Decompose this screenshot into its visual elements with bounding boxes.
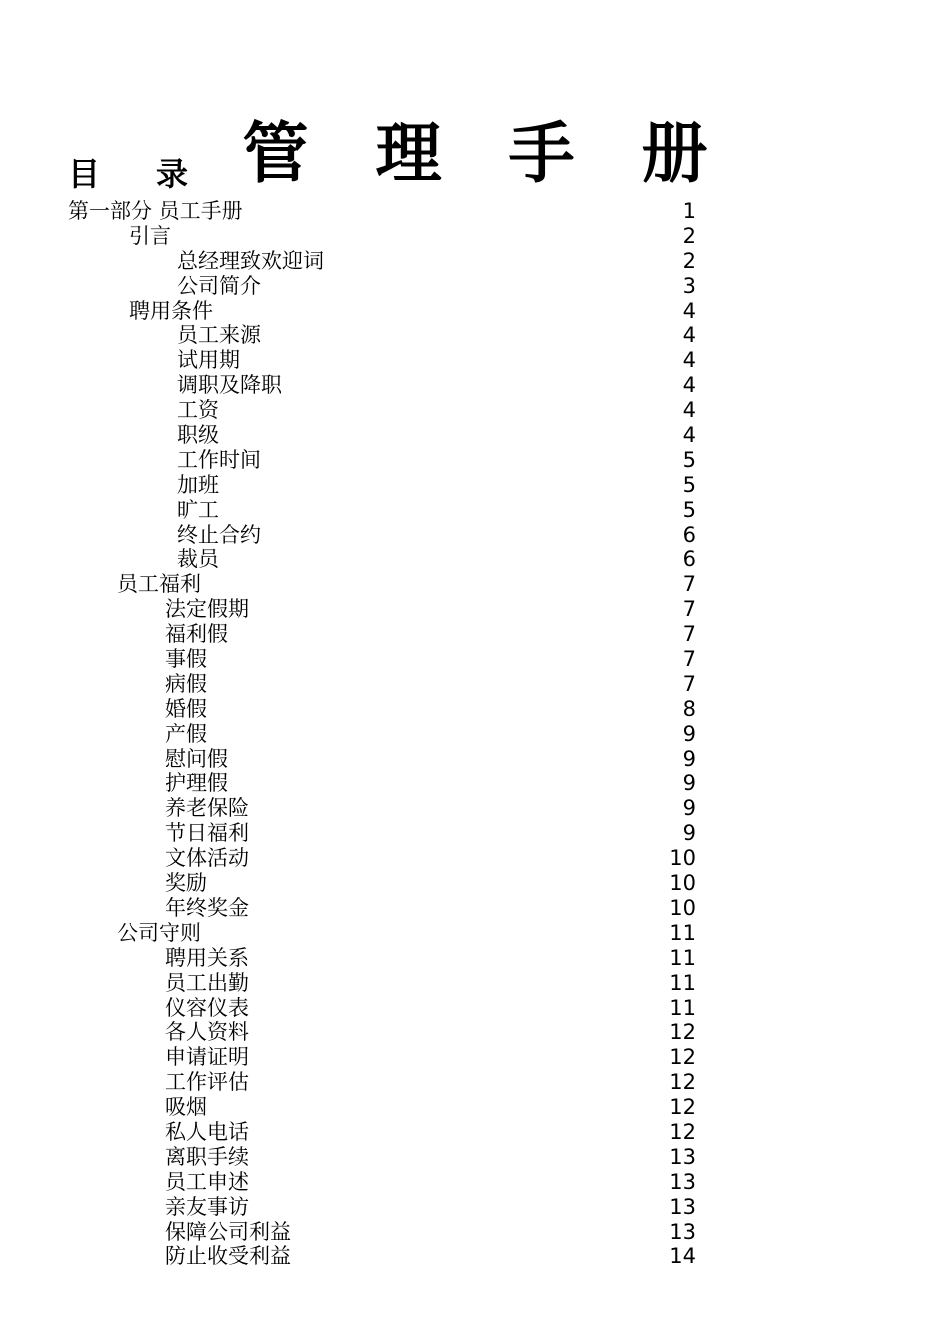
toc-entry-page-number: 5 — [682, 472, 696, 497]
toc-entry[interactable] — [0, 747, 950, 772]
toc-entry-label: 裁员 — [177, 547, 219, 572]
toc-entry[interactable] — [0, 498, 950, 523]
toc-entry-page-number: 12 — [669, 1020, 696, 1045]
toc-entry-label: 防止收受利益 — [165, 1244, 291, 1269]
toc-entry-label: 员工出勤 — [165, 970, 249, 995]
toc-entry-label: 仪容仪表 — [165, 995, 249, 1020]
toc-entry[interactable] — [0, 572, 950, 597]
toc-entry-page-number: 4 — [682, 423, 696, 448]
toc-entry[interactable] — [0, 323, 950, 348]
toc-entry[interactable] — [0, 199, 950, 224]
toc-entry[interactable] — [0, 224, 950, 249]
toc-entry-label: 离职手续 — [165, 1144, 249, 1169]
toc-entry[interactable] — [0, 1145, 950, 1170]
toc-entry[interactable] — [0, 423, 950, 448]
toc-entry[interactable] — [0, 896, 950, 921]
toc-heading — [68, 152, 188, 196]
toc-entry-page-number: 11 — [669, 920, 696, 945]
toc-entry-page-number: 4 — [682, 323, 696, 348]
toc-entry-page-number: 7 — [682, 597, 696, 622]
toc-entry[interactable] — [0, 249, 950, 274]
toc-entry-label: 养老保险 — [165, 796, 249, 821]
toc-entry-label: 法定假期 — [165, 597, 249, 622]
toc-entry-label: 私人电话 — [165, 1119, 249, 1144]
toc-entry[interactable] — [0, 697, 950, 722]
toc-entry[interactable] — [0, 398, 950, 423]
toc-entry[interactable] — [0, 274, 950, 299]
toc-entry[interactable] — [0, 1020, 950, 1045]
toc-entry[interactable] — [0, 1070, 950, 1095]
toc-entry-label: 第一部分 员工手册 — [68, 199, 243, 223]
toc-entry[interactable] — [0, 348, 950, 373]
toc-entry-page-number: 3 — [682, 273, 696, 298]
toc-entry-page-number: 5 — [682, 497, 696, 522]
toc-entry-label: 工作时间 — [177, 447, 261, 472]
toc-entry-page-number: 2 — [682, 248, 696, 273]
toc-entry-page-number: 9 — [682, 821, 696, 846]
toc-entry[interactable] — [0, 846, 950, 871]
toc-entry[interactable] — [0, 547, 950, 572]
toc-entry[interactable] — [0, 448, 950, 473]
toc-entry-page-number: 2 — [682, 223, 696, 248]
toc-entry-label: 公司守则 — [117, 920, 201, 945]
toc-entry-page-number: 13 — [669, 1219, 696, 1244]
toc-entry-page-number: 8 — [682, 696, 696, 721]
toc-entry-label: 福利假 — [165, 622, 228, 647]
toc-entry-label: 公司简介 — [177, 273, 261, 298]
toc-entry-label: 聘用条件 — [129, 298, 213, 323]
toc-entry[interactable] — [0, 1045, 950, 1070]
toc-entry-label: 事假 — [165, 647, 207, 672]
toc-entry-page-number: 10 — [669, 895, 696, 920]
toc-entry-label: 职级 — [177, 423, 219, 448]
toc-entry[interactable] — [0, 373, 950, 398]
toc-entry[interactable] — [0, 1244, 950, 1269]
toc-entry-label: 总经理致欢迎词 — [177, 248, 324, 273]
toc-entry-label: 员工来源 — [177, 323, 261, 348]
toc-entry[interactable] — [0, 1120, 950, 1145]
toc-entry-page-number: 13 — [669, 1144, 696, 1169]
toc-entry-page-number: 9 — [682, 746, 696, 771]
toc-entry-page-number: 14 — [669, 1244, 696, 1269]
toc-entry-label: 旷工 — [177, 497, 219, 522]
toc-entry-page-number: 9 — [682, 721, 696, 746]
toc-heading-char-2: 录 — [156, 155, 189, 193]
toc-entry[interactable] — [0, 1095, 950, 1120]
toc-entry-page-number: 5 — [682, 447, 696, 472]
toc-entry-label: 奖励 — [165, 871, 207, 896]
toc-entry-label: 加班 — [177, 472, 219, 497]
toc-entry-page-number: 1 — [682, 199, 696, 223]
toc-entry-page-number: 13 — [669, 1169, 696, 1194]
toc-entry-page-number: 9 — [682, 771, 696, 796]
toc-entry-page-number: 6 — [682, 547, 696, 572]
toc-entry-label: 慰问假 — [165, 746, 228, 771]
toc-entry-label: 各人资料 — [165, 1020, 249, 1045]
toc-entry[interactable] — [0, 821, 950, 846]
toc-entry-label: 工资 — [177, 398, 219, 423]
table-of-contents — [0, 199, 950, 1269]
toc-entry-label: 文体活动 — [165, 846, 249, 871]
toc-entry-label: 病假 — [165, 671, 207, 696]
toc-entry[interactable] — [0, 971, 950, 996]
toc-entry-page-number: 6 — [682, 522, 696, 547]
toc-entry-page-number: 7 — [682, 572, 696, 597]
toc-entry-page-number: 10 — [669, 871, 696, 896]
toc-entry-label: 保障公司利益 — [165, 1219, 291, 1244]
toc-entry-page-number: 12 — [669, 1045, 696, 1070]
toc-entry-page-number: 11 — [669, 970, 696, 995]
toc-entry-page-number: 12 — [669, 1119, 696, 1144]
toc-entry-label: 申请证明 — [165, 1045, 249, 1070]
toc-entry-label: 婚假 — [165, 696, 207, 721]
toc-entry-label: 调职及降职 — [177, 373, 282, 398]
toc-entry-page-number: 11 — [669, 995, 696, 1020]
toc-entry[interactable] — [0, 1220, 950, 1245]
toc-entry-label: 试用期 — [177, 348, 240, 373]
toc-entry-label: 员工申述 — [165, 1169, 249, 1194]
toc-entry[interactable] — [0, 299, 950, 324]
toc-entry-label: 员工福利 — [117, 572, 201, 597]
toc-entry[interactable] — [0, 473, 950, 498]
toc-entry-page-number: 12 — [669, 1095, 696, 1120]
toc-entry-page-number: 12 — [669, 1070, 696, 1095]
toc-entry[interactable] — [0, 523, 950, 548]
document-title: 管 理 手 册 — [242, 115, 730, 193]
toc-entry-page-number: 4 — [682, 348, 696, 373]
toc-entry[interactable] — [0, 597, 950, 622]
toc-entry[interactable] — [0, 647, 950, 672]
toc-entry-label: 工作评估 — [165, 1070, 249, 1095]
toc-entry-page-number: 13 — [669, 1194, 696, 1219]
toc-entry[interactable] — [0, 946, 950, 971]
toc-entry-page-number: 10 — [669, 846, 696, 871]
toc-entry[interactable] — [0, 771, 950, 796]
toc-entry[interactable] — [0, 1170, 950, 1195]
toc-heading-char-1: 目 — [68, 155, 101, 193]
toc-entry-page-number: 11 — [669, 945, 696, 970]
toc-entry-label: 产假 — [165, 721, 207, 746]
toc-entry[interactable] — [0, 921, 950, 946]
toc-entry-label: 节日福利 — [165, 821, 249, 846]
toc-entry-label: 终止合约 — [177, 522, 261, 547]
toc-entry-page-number: 4 — [682, 298, 696, 323]
toc-entry-page-number: 4 — [682, 373, 696, 398]
toc-entry-label: 年终奖金 — [165, 895, 249, 920]
toc-entry-label: 护理假 — [165, 771, 228, 796]
toc-entry-label: 引言 — [129, 223, 171, 248]
toc-entry-label: 亲友事访 — [165, 1194, 249, 1219]
toc-entry[interactable] — [0, 722, 950, 747]
toc-entry[interactable] — [0, 871, 950, 896]
toc-entry[interactable] — [0, 796, 950, 821]
toc-entry-label: 吸烟 — [165, 1095, 207, 1120]
toc-entry-page-number: 7 — [682, 622, 696, 647]
toc-entry-label: 聘用关系 — [165, 945, 249, 970]
toc-entry-page-number: 4 — [682, 398, 696, 423]
toc-entry[interactable] — [0, 622, 950, 647]
toc-entry-page-number: 7 — [682, 671, 696, 696]
toc-entry-page-number: 9 — [682, 796, 696, 821]
toc-entry[interactable] — [0, 1195, 950, 1220]
toc-entry[interactable] — [0, 672, 950, 697]
toc-entry[interactable] — [0, 996, 950, 1021]
toc-entry-page-number: 7 — [682, 647, 696, 672]
